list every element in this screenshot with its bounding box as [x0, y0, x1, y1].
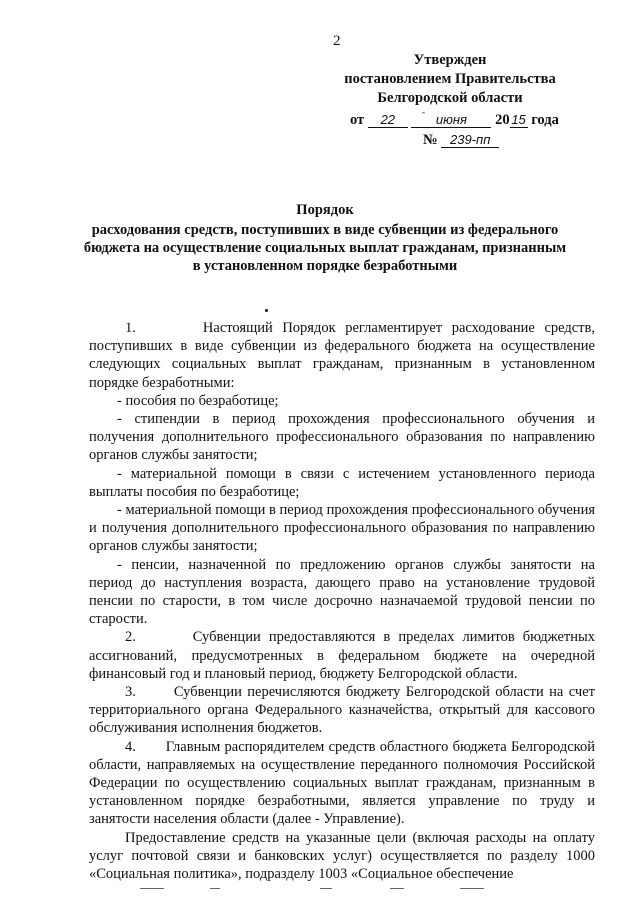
- approval-number: [423, 132, 499, 149]
- document-title: [60, 201, 590, 275]
- title-line-3: в установленном порядке безработными: [192, 258, 458, 274]
- list-item: - пенсии, назначенной по предложению органов службы занятости на период до наступления возраста, дающего право на установление трудовой пенсии по старости, в том числе досрочно назначаемой трудовой пенсии по старости.: [89, 556, 595, 628]
- date-year-suffix: 15: [511, 112, 526, 127]
- title-line-1: расходования средств, поступивших в виде субвенции из федерального: [91, 222, 559, 238]
- date-prefix: от: [350, 112, 365, 128]
- page-number: 2: [333, 33, 341, 49]
- paragraph-1: 1. Настоящий Порядок регламентирует расходование средств, поступивших в виде субвенции из федерального бюджета на осуществление следующих социальных выплат гражданам, признанным в установленном порядке безработными:: [89, 320, 595, 391]
- scan-bottom-marks: [140, 888, 560, 890]
- title-heading: Порядок: [296, 202, 354, 218]
- number-value: 239-пп: [441, 132, 499, 148]
- approval-line-2: постановлением Правительства: [344, 71, 556, 87]
- date-month: июня: [411, 112, 491, 128]
- approval-dash: -: [422, 107, 425, 117]
- paragraph-3: 3. Субвенции перечисляются бюджету Белгородской области на счет территориального органа Федерального казначейства, открытый для кассового обслуживания исполнения бюджетов.: [89, 684, 595, 737]
- title-line-2: бюджета на осуществление социальных выплат гражданам, признанным: [83, 240, 567, 256]
- approval-line-1: Утвержден: [413, 52, 487, 68]
- list-item: - материальной помощи в связи с истечением установленного периода выплаты пособия по безработице;: [89, 465, 595, 500]
- date-year-word: года: [531, 112, 559, 128]
- date-year-prefix: 20: [495, 112, 510, 128]
- list-item: - стипендии в период прохождения профессионального обучения и получения дополнительного профессионального образования по направлению органов службы занятости;: [89, 411, 595, 464]
- number-symbol: №: [423, 132, 438, 148]
- paragraph-4: 4. Главным распорядителем средств областного бюджета Белгородской области, направляемых на осуществление переданного полномочия Российской Федерации по осуществлению социальных выплат гражданам, признанным в установленном порядке безработными, является управление по труду и занятости населения области (далее - Управление).: [89, 738, 595, 828]
- list-item: - пособия по безработице;: [117, 392, 279, 409]
- approval-line-3: Белгородской области: [377, 90, 523, 106]
- document-body: [89, 319, 595, 883]
- date-day: 22: [368, 112, 408, 128]
- paragraph-2: 2. Субвенции предоставляются в пределах лимитов бюджетных ассигнований, предусмотренных в федеральном бюджете на очередной финансовый год и плановый период, бюджету Белгородской области.: [89, 629, 595, 682]
- stray-dot: [265, 309, 268, 312]
- approval-block: [330, 51, 570, 117]
- paragraph-5: Предоставление средств на указанные цели (включая расходы на оплату услуг почтовой связи и банковских услуг) осуществляется по разделу 1000 «Социальная политика», подразделу 1003 «Социальное обеспечение: [89, 829, 595, 883]
- list-item: - материальной помощи в период прохождения профессионального обучения и получения дополнительного профессионального образования по направлению органов службы занятости;: [89, 502, 595, 555]
- approval-date: [350, 112, 559, 129]
